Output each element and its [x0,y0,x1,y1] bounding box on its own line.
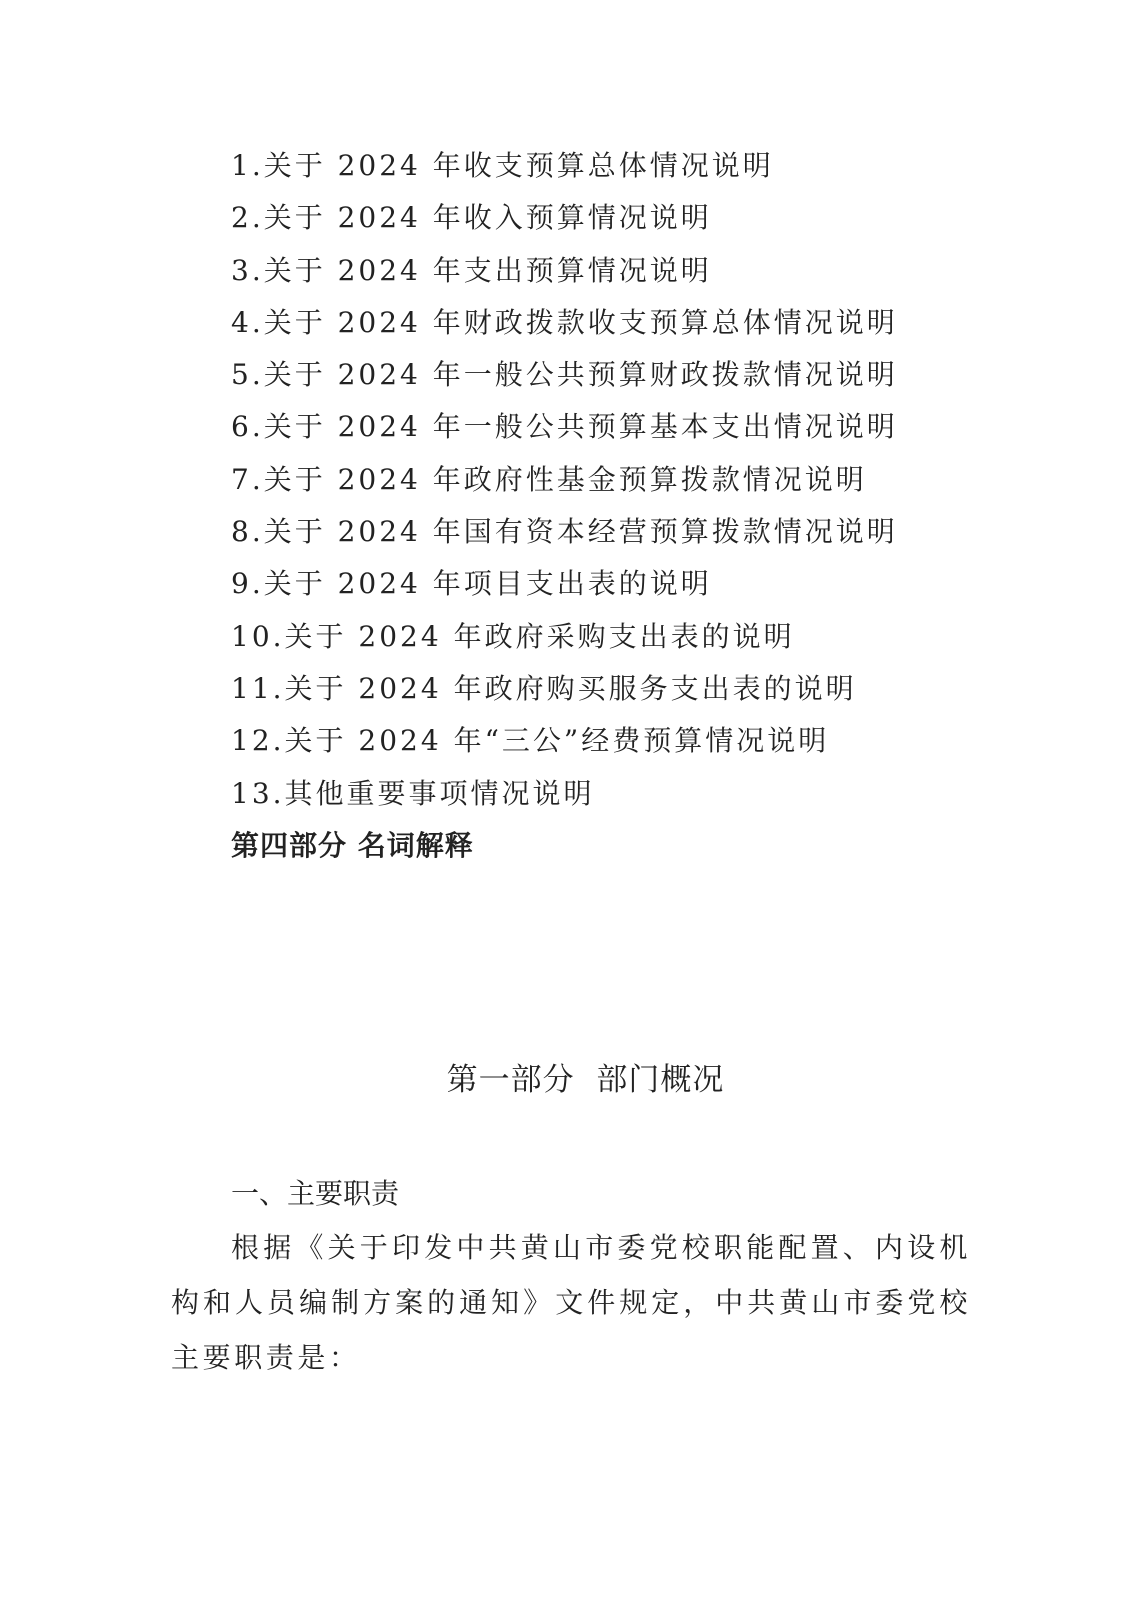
toc-item: 6.关于 2024 年一般公共预算基本支出情况说明 [231,410,898,444]
toc-item: 8.关于 2024 年国有资本经营预算拨款情况说明 [231,515,898,549]
toc-item: 9.关于 2024 年项目支出表的说明 [231,567,712,601]
table-of-contents [231,140,1011,872]
toc-item: 3.关于 2024 年支出预算情况说明 [231,253,712,287]
subheading: 一、主要职责 [231,1177,400,1210]
toc-item: 11.关于 2024 年政府购买服务支出表的说明 [231,671,857,705]
toc-item: 4.关于 2024 年财政拨款收支预算总体情况说明 [231,305,898,339]
toc-part-heading: 第四部分 名词解释 [231,828,474,862]
section-title: 第一部分 部门概况 [446,1062,725,1098]
toc-item: 13.其他重要事项情况说明 [231,776,595,810]
toc-item: 2.关于 2024 年收入预算情况说明 [231,201,712,235]
toc-item: 10.关于 2024 年政府采购支出表的说明 [231,619,795,653]
body-paragraph: 根据《关于印发中共黄山市委党校职能配置、内设机构和人员编制方案的通知》文件规定，中共黄山市委党校主要职责是： [171,1231,971,1374]
toc-item: 1.关于 2024 年收支预算总体情况说明 [231,149,774,182]
toc-item: 7.关于 2024 年政府性基金预算拨款情况说明 [231,462,867,496]
toc-item: 5.关于 2024 年一般公共预算财政拨款情况说明 [231,358,898,392]
toc-item: 12.关于 2024 年“三公”经费预算情况说明 [231,724,830,758]
